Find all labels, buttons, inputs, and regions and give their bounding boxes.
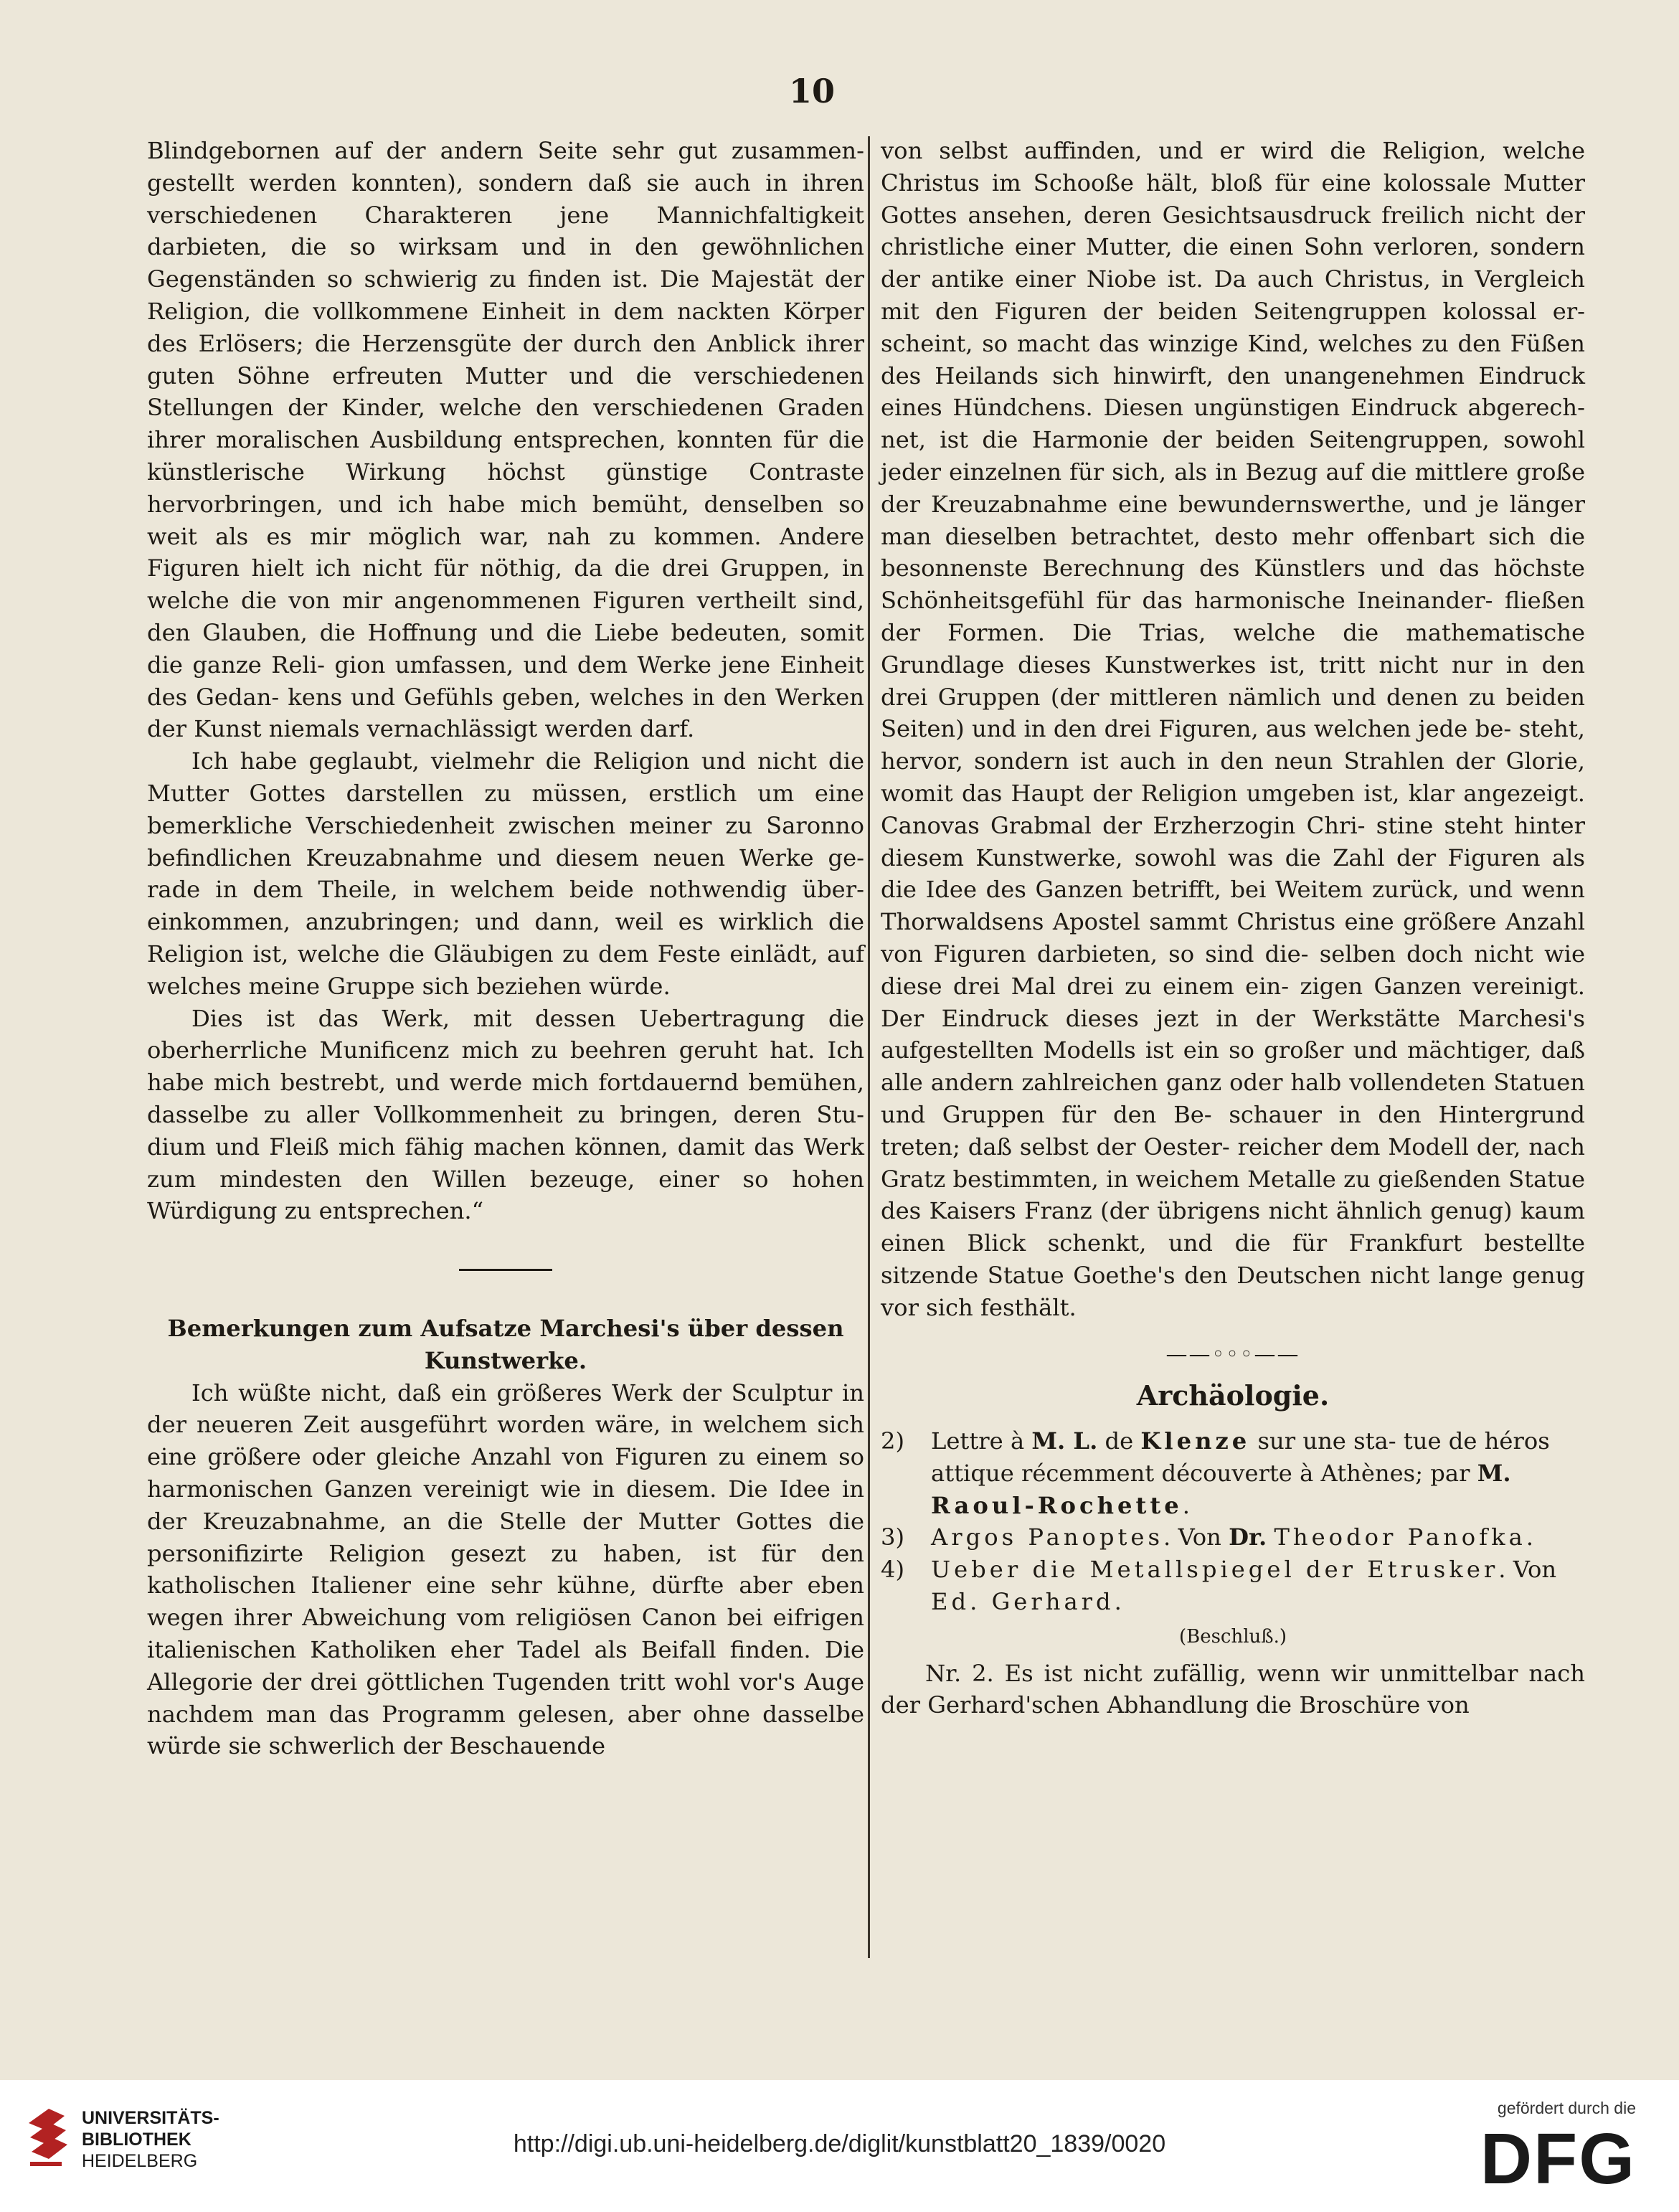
entry-part: Ed. Gerhard (931, 1588, 1115, 1616)
permalink-url[interactable]: http://digi.ub.uni-heidelberg.de/diglit/kunstblatt20_1839/0020 (513, 2130, 1166, 2157)
paragraph: Ich wüßte nicht, daß ein größeres Werk der Sculptur in der neueren Zeit ausgeführt worden wäre, in welchem sich eine größere oder gleiche Anzahl von Figuren zu einem so harmonischen Ganzen vereinigt wie in diesem. Die Idee in der Kreuzabnahme, an die Stelle der Mutter Gottes die personifizirte Religion gesezt zu haben, ist für den katholischen Italiener eine sehr kühne, dürfte aber eben wegen ihrer Abweichung vom religiösen Canon bei eifrigen italienischen Katholiken eher Tadel als Beifall finden. Die Allegorie der drei göttlichen Tugenden tritt wohl vor's Auge nachdem man das Programm gelesen, aber ohne dasselbe würde sie schwerlich der Beschauende (147, 1379, 864, 1760)
entry-part: . (1114, 1588, 1122, 1616)
ornament-divider: ——◦◦◦—— (1165, 1342, 1300, 1368)
paragraph: Dies ist das Werk, mit dessen Uebertragung die oberherrliche Munificenz mich zu beehren geruht hat. Ich habe mich bestrebt, und werde mich fortdauernd bemühen, dasselbe zu aller Vollkommenheit zu bringen, deren Stu- dium und Fleiß mich fähig machen können, damit das Werk zum mindesten den Willen bezeuge, einer so hohen Würdigung zu entsprechen.“ (147, 1004, 864, 1225)
entry-number: 3) (881, 1523, 905, 1551)
entry-part: M. (1477, 1459, 1511, 1487)
section-divider (459, 1269, 552, 1271)
paragraph: Blindgebornen auf der andern Seite sehr gut zusammen- gestellt werden konnten), sondern daß sie auch in ihren verschiedenen Charakteren jene Mannichfaltigkeit darbieten, die so wirksam und in den gewöhnlichen Gegenständen so schwierig zu finden ist. Die Majestät der Religion, die vollkommene Einheit in dem nackten Körper des Erlösers; die Herzensgüte der durch den Anblick ihrer guten Söhne erfreuten Mutter und die verschiedenen Stellungen der Kinder, welche den verschiedenen Graden ihrer moralischen Ausbildung entsprechen, konnten für die künstlerische Wirkung höchst günstige Contraste hervorbringen, und ich habe mich bemüht, denselben so weit als es mir möglich war, nah zu kommen. Andere Figuren hielt ich nicht für nöthig, da die drei Gruppen, in welche die von mir angenommenen Figuren vertheilt sind, den Glauben, die Hoffnung und die Liebe bedeuten, somit die ganze Reli- gion umfassen, und dem Werke jene Einheit des Gedan- kens und Gefühls geben, welches in den Werken der Kunst niemals vernachlässigt werden darf. (147, 137, 864, 743)
paragraph: Ich habe geglaubt, vielmehr die Religion und nicht die Mutter Gottes darstellen zu müssen, erstlich um eine bemerkliche Verschiedenheit zwischen meiner zu Saronno befindlichen Kreuzabnahme und diesem neuen Werke ge- rade in dem Theile, in welchem beide nothwendig über- einkommen, anzubringen; und dann, weil es wirklich die Religion ist, welche die Gläubigen zu dem Feste einlädt, auf welches meine Gruppe sich beziehen würde. (147, 747, 864, 1000)
bibliography-entry (881, 1521, 1585, 1554)
entry-part: Klenze (1140, 1427, 1251, 1455)
library-name-line: HEIDELBERG (82, 2151, 198, 2171)
paragraph: von selbst auffinden, und er wird die Religion, welche Christus im Schooße hält, bloß für eine kolossale Mutter Gottes ansehen, deren Gesichtsausdruck freilich nicht der christliche einer Mutter, die einen Sohn verloren, sondern der antike einer Niobe ist. Da auch Christus, in Vergleich mit den Figuren der beiden Seitengruppen kolossal er- scheint, so macht das winzige Kind, welches zu den Füßen des Heilands sich hinwirft, den unangenehmen Eindruck eines Hündchens. Diesen ungünstigen Eindruck abgerech- net, ist die Harmonie der beiden Seitengruppen, sowohl jeder einzelnen für sich, als in Bezug auf die mittlere große der Kreuzabnahme eine bewundernswerthe, und je länger man dieselben betrachtet, desto mehr offenbart sich die besonnenste Berechnung des Künstlers und das höchste Schönheitsgefühl für das harmonische Ineinander- fließen der Formen. Die Trias, welche die mathematische Grundlage dieses Kunstwerkes ist, tritt nicht nur in den drei Gruppen (der mittleren nämlich und denen zu beiden Seiten) und in den drei Figuren, aus welchen jede be- steht, hervor, sondern ist auch in den neun Strahlen der Glorie, womit das Haupt der Religion umgeben ist, klar angezeigt. Canovas Grabmal der Erzherzogin Chri- stine steht hinter diesem Kunstwerke, sowohl was die Zahl der Figuren als die Idee des Ganzen betrifft, bei Weitem zurück, und wenn Thorwaldsens Apostel sammt Christus eine größere Anzahl von Figuren darbieten, so sind die- selben doch nicht wie diese drei Mal drei zu einem ein- zigen Ganzen vereinigt. Der Eindruck dieses jezt in der Werkstätte Marchesi's aufgestellten Modells ist ein so großer und mächtiger, daß alle andern zahlreichen ganz oder halb vollendeten Statuen und Gruppen für den Be- schauer in den Hintergrund treten; daß selbst der Oester- reicher dem Modell der, nach Gratz bestimmten, in weichem Metalle zu gießenden Statue des Kaisers Franz (der übrigens nicht ähnlich genug) kaum einen Blick schenkt, und die für Frankfurt bestellte sitzende Statue Goethe's den Deutschen nicht lange genug vor sich festhält. (881, 137, 1585, 1321)
entry-part: . Von (1498, 1556, 1557, 1584)
entry-part: Raoul-Rochette (931, 1491, 1183, 1519)
entry-text (931, 1425, 1585, 1521)
viewer-footer (0, 2080, 1679, 2212)
bibliography-entry (881, 1425, 1585, 1521)
entry-number: 4) (881, 1556, 905, 1584)
entry-part: Ueber die Metallspiegel der Etrusker (931, 1556, 1499, 1584)
page-number: 10 (789, 72, 836, 110)
left-column (147, 135, 864, 1762)
library-name-line: BIBLIOTHEK (82, 2130, 191, 2150)
funded-by-label: gefördert durch die (1497, 2099, 1636, 2117)
entry-text (931, 1554, 1585, 1618)
entry-part: . (1526, 1523, 1534, 1551)
entry-number: 2) (881, 1427, 905, 1455)
section-title: Archäologie. (1136, 1379, 1330, 1412)
dfg-logo[interactable]: DFG (1480, 2119, 1636, 2199)
entry-part: M. L. (1031, 1427, 1098, 1455)
paragraph: Nr. 2. Es ist nicht zufällig, wenn wir unmittelbar nach der Gerhard'schen Abhandlung die Broschüre von (881, 1659, 1585, 1719)
library-name-line: UNIVERSITÄTS- (82, 2108, 219, 2128)
entry-part: . (1182, 1491, 1190, 1519)
entry-part: . Von (1163, 1523, 1229, 1551)
column-divider (868, 136, 870, 1958)
right-column (881, 135, 1585, 1721)
entry-part: de (1097, 1427, 1141, 1455)
entry-text (931, 1521, 1585, 1554)
entry-part: Argos Panoptes (931, 1523, 1163, 1551)
entry-part: Dr. (1229, 1523, 1267, 1551)
bibliography-entry (881, 1554, 1585, 1618)
entry-part: Theodor Panofka (1274, 1523, 1526, 1551)
entry-part: sur une sta- tue de héros attique récemment découverte à Athènes; par (931, 1427, 1550, 1487)
continuation-note: (Beschluß.) (1178, 1625, 1287, 1648)
entry-part: Lettre à (931, 1427, 1032, 1455)
entry-part (1267, 1523, 1274, 1551)
article-subheading: Bemerkungen zum Aufsatze Marchesi's über dessen Kunstwerke. (167, 1315, 844, 1374)
